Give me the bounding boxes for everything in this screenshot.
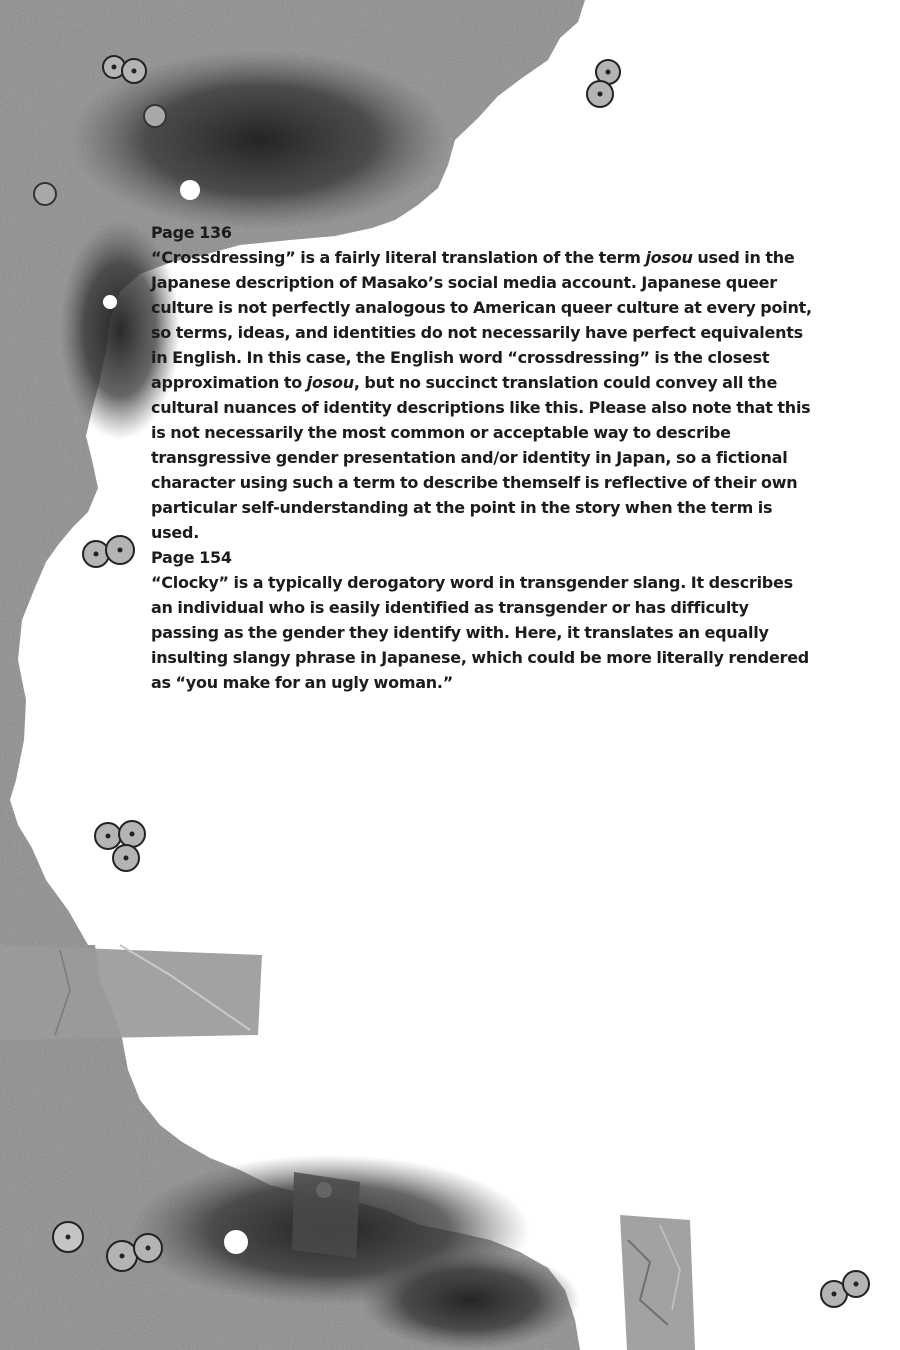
note-body (151, 245, 819, 545)
translation-note-page-154 (151, 545, 819, 695)
ink-blot-hole (180, 180, 200, 200)
ink-blot-hole (224, 1230, 248, 1254)
note-body (151, 570, 819, 695)
tape-strip-bottom (620, 1215, 695, 1350)
flower-icon (78, 532, 142, 572)
translation-note-page-136 (151, 220, 819, 545)
flower-icon (102, 1228, 168, 1278)
flower-icon (100, 52, 150, 88)
note-term-italic: josou (306, 373, 354, 392)
note-heading: Page 154 (151, 548, 232, 567)
flower-icon (90, 816, 152, 876)
flower-icon (140, 102, 170, 130)
note-term-italic: josou (645, 248, 693, 267)
flower-icon (814, 1264, 874, 1314)
flower-icon (582, 56, 628, 112)
ink-blot-hole (103, 295, 117, 309)
tape-patch (292, 1172, 360, 1258)
note-text: “Crossdressing” is a fairly literal translation of the term (151, 248, 646, 267)
flower-icon (30, 180, 60, 208)
note-text: “Clocky” is a typically derogatory word in transgender slang. It describes an individual who is easily identified as transgender or has difficulty passing as the gender they identify with. Here, it translates an equally insulting slangy phrase in Japanese, which could be more literally rendered as “you make for an ugly woman.” (151, 573, 809, 692)
tape-strip-left (0, 945, 262, 1040)
note-text: , but no succinct translation could convey all the cultural nuances of identity descriptions like this. Please also note that this is not necessarily the most common or acceptable way to describe transgressive gender presentation and/or identity in Japan, so a fictional character using such a term to describe themself is reflective of their own particular self-understanding at the point in the story when the term is used. (151, 373, 811, 542)
note-text: used in the Japanese description of Masako’s social media account. Japanese queer culture is not perfectly analogous to American queer culture at every point, so terms, ideas, and identities do not necessarily have perfect equivalents in English. In this case, the English word “crossdressing” is the closest approximation to (151, 248, 812, 392)
note-heading: Page 136 (151, 223, 232, 242)
ink-stain (360, 1250, 580, 1350)
flower-icon (48, 1218, 88, 1256)
